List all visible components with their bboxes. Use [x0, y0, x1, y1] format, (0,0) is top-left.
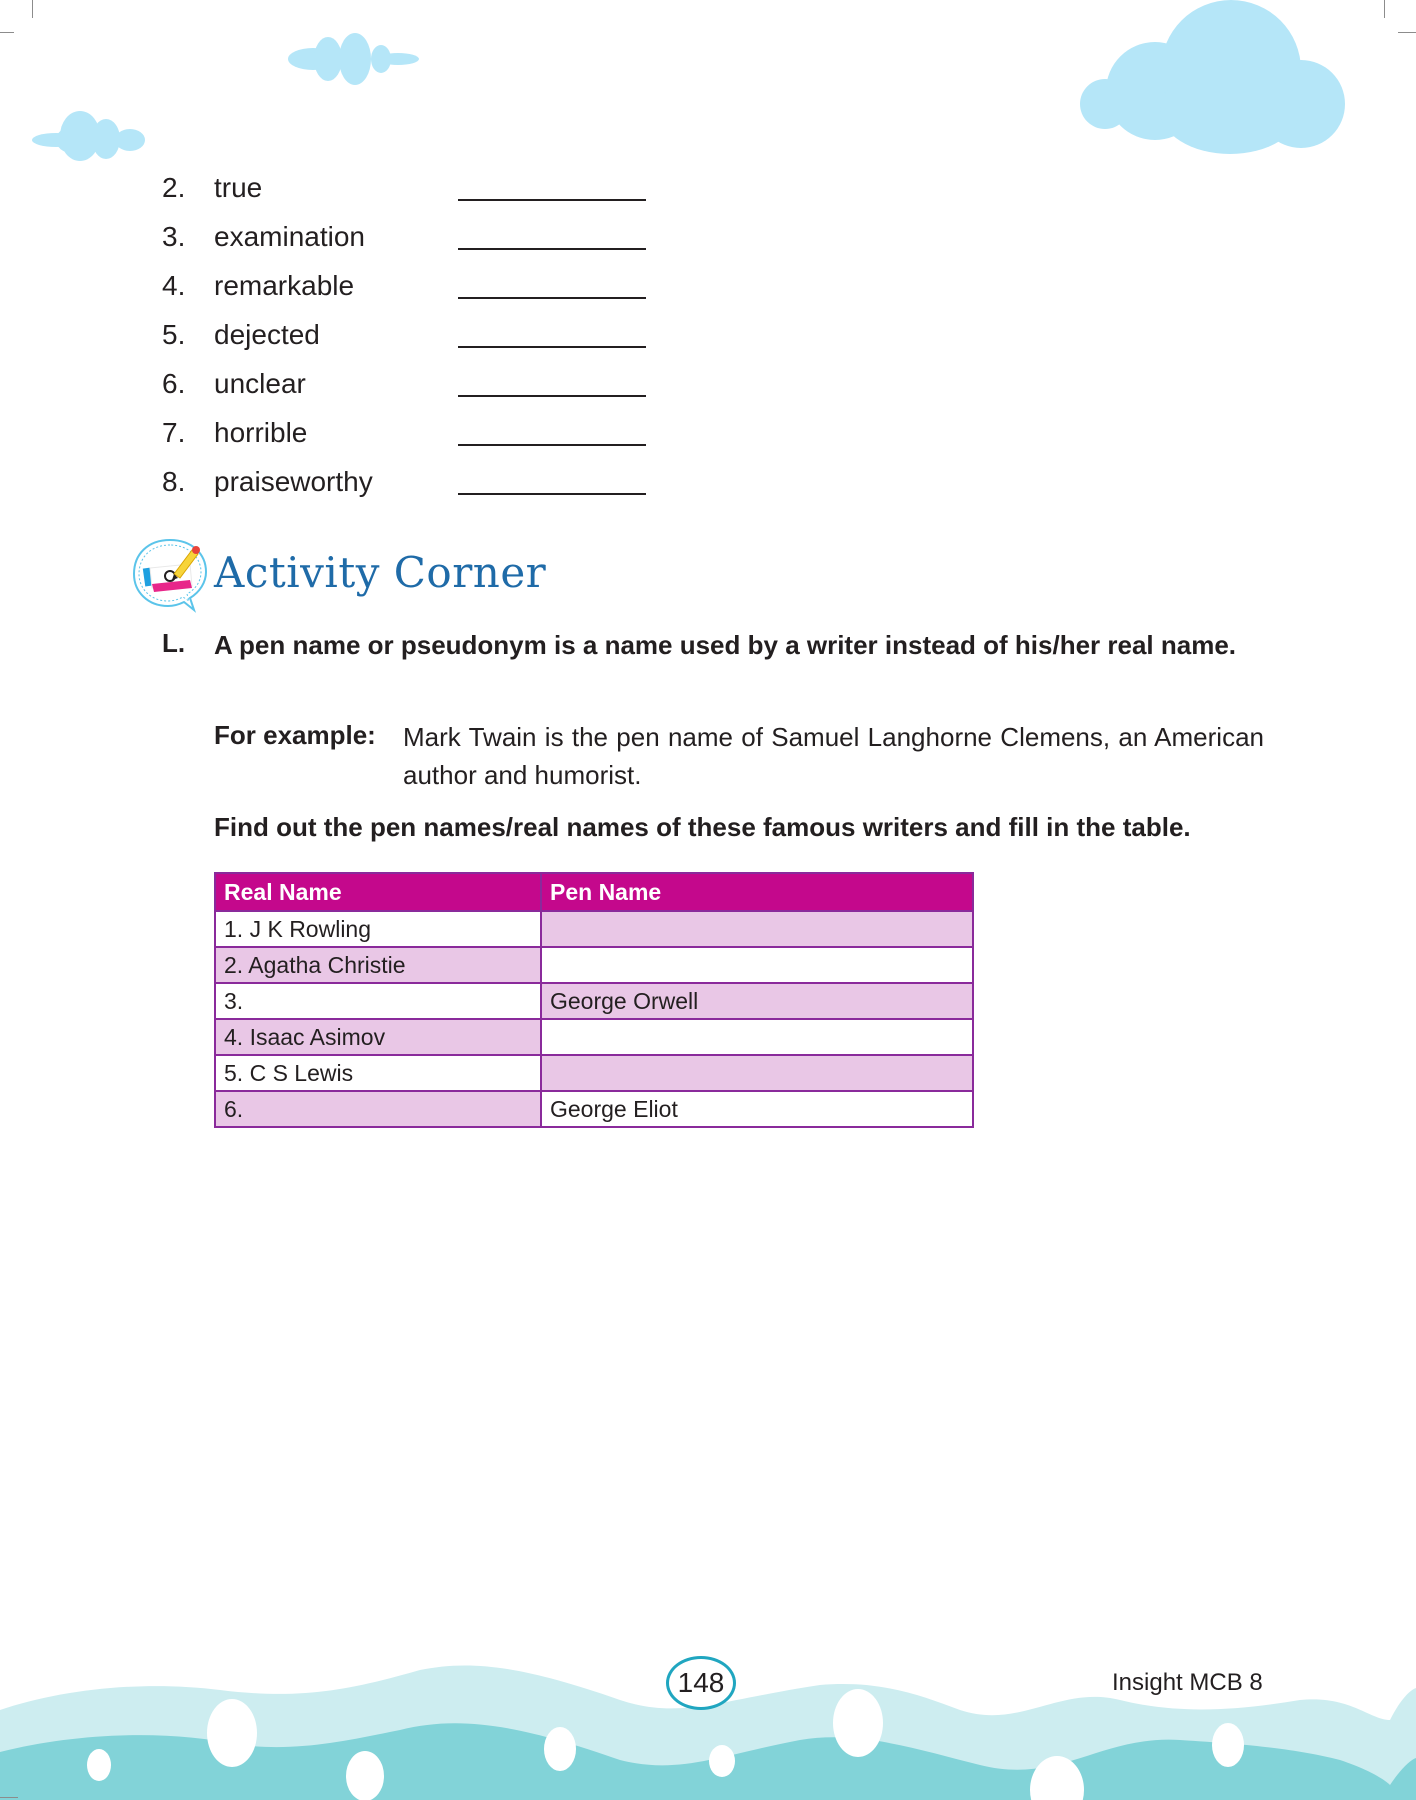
table-row	[215, 983, 973, 1019]
item-number: 5.	[162, 319, 186, 350]
table-header-row	[215, 873, 973, 911]
bubble	[833, 1689, 883, 1757]
pen-name-cell[interactable]	[541, 1019, 973, 1055]
pen-name-table	[214, 872, 974, 1128]
bubble	[87, 1749, 111, 1781]
answer-blank[interactable]	[458, 395, 646, 397]
answer-blank[interactable]	[458, 346, 646, 348]
section-title: Activity Corner	[214, 548, 547, 597]
pen-name-cell: George Eliot	[541, 1091, 973, 1127]
item-word: examination	[214, 221, 365, 252]
real-name-cell[interactable]: 3.	[215, 983, 541, 1019]
pen-name-cell[interactable]	[541, 947, 973, 983]
header-real-name: Real Name	[215, 873, 541, 911]
cloud-small-center	[288, 33, 419, 85]
cloud-small-left	[32, 111, 145, 161]
example-label: For example:	[214, 720, 376, 750]
bubble	[709, 1745, 735, 1777]
table-row	[215, 1055, 973, 1091]
item-number: 2.	[162, 172, 186, 203]
answer-blank[interactable]	[458, 248, 646, 250]
item-word: true	[214, 172, 263, 203]
item-word: horrible	[214, 417, 308, 448]
pen-name-cell[interactable]	[541, 911, 973, 947]
item-number: 6.	[162, 368, 186, 399]
table-row	[215, 1019, 973, 1055]
table-row	[215, 1091, 973, 1127]
real-name-cell[interactable]: 6.	[215, 1091, 541, 1127]
header-pen-name: Pen Name	[541, 873, 973, 911]
pencil-card-icon	[130, 536, 210, 616]
item-number: 4.	[162, 270, 186, 301]
crop-mark	[0, 1797, 18, 1798]
real-name-cell: 4. Isaac Asimov	[215, 1019, 541, 1055]
real-name-cell: 5. C S Lewis	[215, 1055, 541, 1091]
pen-name-cell: George Orwell	[541, 983, 973, 1019]
item-number: 7.	[162, 417, 186, 448]
answer-blank[interactable]	[458, 444, 646, 446]
cloud-large-right	[1080, 0, 1345, 154]
item-word: remarkable	[214, 270, 355, 301]
book-title: Insight MCB 8	[1112, 1669, 1263, 1696]
question-letter: L.	[162, 628, 186, 658]
item-word: praiseworthy	[214, 466, 373, 497]
pen-name-cell[interactable]	[541, 1055, 973, 1091]
item-word: unclear	[214, 368, 306, 399]
real-name-cell: 1. J K Rowling	[215, 911, 541, 947]
bubble	[207, 1699, 257, 1767]
real-name-cell: 2. Agatha Christie	[215, 947, 541, 983]
bubble	[346, 1751, 384, 1800]
item-word: dejected	[214, 319, 320, 350]
answer-blank[interactable]	[458, 199, 646, 201]
answer-blank[interactable]	[458, 493, 646, 495]
bubble	[1212, 1723, 1244, 1767]
item-number: 8.	[162, 466, 186, 497]
instruction-text: Find out the pen names/real names of these famous writers and fill in the table.	[214, 812, 1191, 842]
example-text: Mark Twain is the pen name of Samuel Langhorne Clemens, an American author and humorist.	[403, 722, 1264, 790]
answer-blank[interactable]	[458, 297, 646, 299]
clouds-decoration	[0, 0, 1416, 180]
question-text: A pen name or pseudonym is a name used by a writer instead of his/her real name.	[214, 630, 1237, 660]
table-row	[215, 947, 973, 983]
item-number: 3.	[162, 221, 186, 252]
page-number: 148	[666, 1656, 736, 1710]
bubble	[544, 1727, 576, 1771]
table-row	[215, 911, 973, 947]
